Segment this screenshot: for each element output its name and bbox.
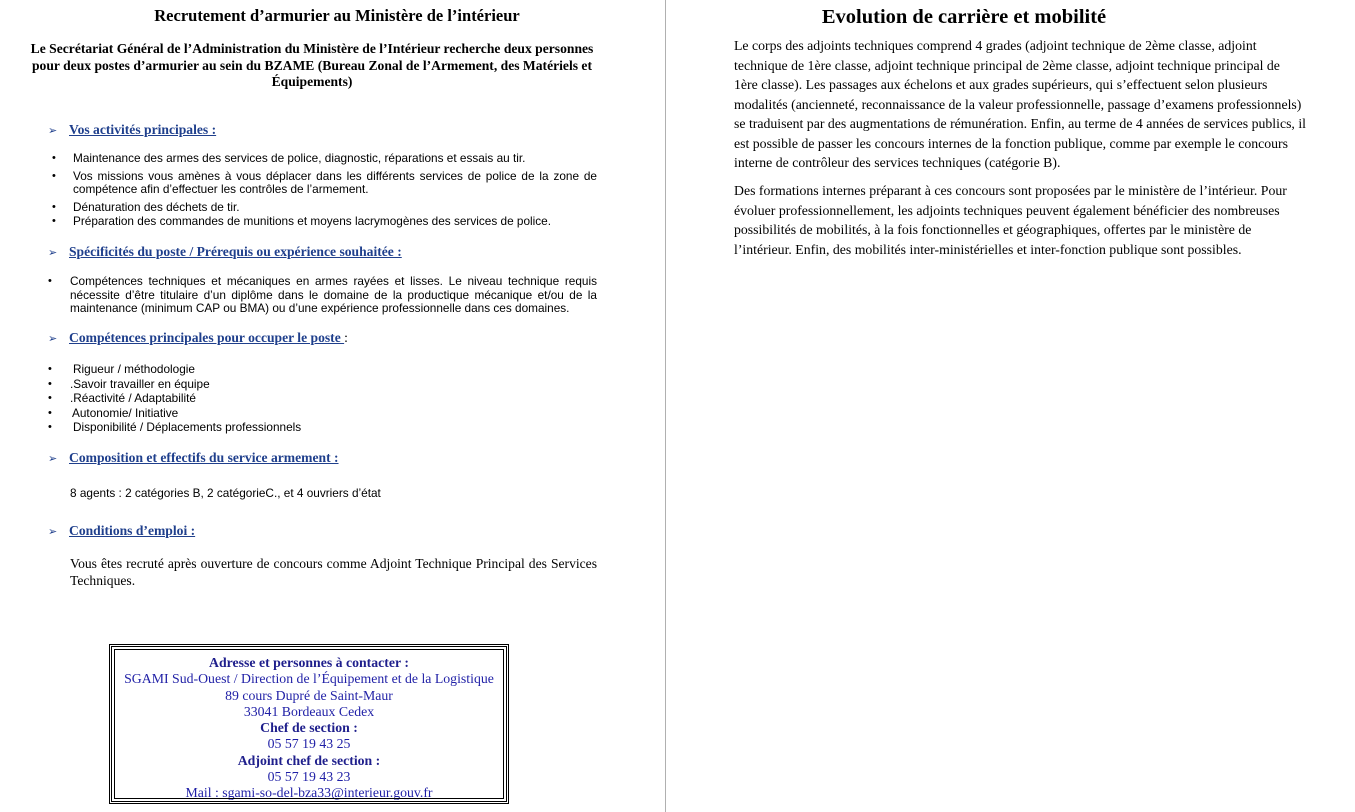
- list-item: • Maintenance des armes des services de police, diagnostic, réparations et essais au tir.: [52, 151, 526, 165]
- bullet-icon: •: [48, 363, 52, 375]
- chef-label: Chef de section :: [260, 720, 358, 736]
- contact-mail: Mail : sgami-so-del-bza33@interieur.gouv.fr: [185, 785, 433, 801]
- arrow-bullet-icon: ➢: [48, 246, 58, 259]
- specificites-list: [0, 275, 597, 316]
- bullet-icon: •: [48, 406, 52, 419]
- section-heading-composition: ➢ Composition et effectifs du service armement :: [48, 450, 339, 465]
- list-item: • .Savoir travailler en équipe: [48, 376, 210, 391]
- intro-paragraph: Le Secrétariat Général de l’Administration du Ministère de l’Intérieur recherche deux personnes pour deux postes d’armurier au sein du BZAME (Bureau Zonal de l’Armement, des Matériels et Équipements): [30, 41, 594, 89]
- list-item: • Autonomie/ Initiative: [48, 405, 179, 420]
- adjoint-label: Adjoint chef de section :: [237, 752, 381, 768]
- competences-list: [0, 362, 597, 435]
- list-item: • Dénaturation des déchets de tir.: [52, 199, 240, 214]
- bullet-icon: •: [48, 392, 52, 404]
- contact-heading: Adresse et personnes à contacter :: [209, 655, 409, 670]
- arrow-bullet-icon: ➢: [48, 525, 58, 538]
- section-heading-activites: ➢ Vos activités principales :: [48, 122, 217, 137]
- list-item: • Compétences techniques et mécaniques en armes rayées et lisses. Le niveau technique requis nécessite d’être titulaire d’un diplôme dans le domaine de la productique mécanique et/ou de la maintenance (minimum CAP ou BMA) ou d’une expérience professionnelle dans ces domaines.: [48, 274, 597, 316]
- arrow-bullet-icon: ➢: [48, 124, 58, 137]
- bullet-icon: •: [48, 275, 52, 287]
- contact-street: 89 cours Dupré de Saint-Maur: [225, 687, 393, 703]
- adjoint-phone: 05 57 19 43 23: [267, 769, 351, 785]
- bullet-icon: •: [52, 200, 56, 213]
- arrow-bullet-icon: ➢: [48, 332, 58, 345]
- section-heading-competences: ➢ Compétences principales pour occuper le poste :: [48, 330, 348, 345]
- list-item: • Disponibilité / Déplacements professionnels: [48, 420, 302, 434]
- job-offer-column: [0, 0, 664, 812]
- list-item: • Vos missions vous amènes à vous déplacer dans les différents services de police de la zone de compétence afin d’effectuer les contrôles de l’armement.: [52, 168, 597, 197]
- activites-list: [0, 152, 597, 229]
- list-item: • Préparation des commandes de munitions et moyens lacrymogènes des services de police.: [52, 214, 552, 229]
- contact-city: 33041 Bordeaux Cedex: [243, 703, 375, 719]
- conditions-text: Vous êtes recruté après ouverture de concours comme Adjoint Technique Principal des Services Techniques.: [70, 556, 597, 588]
- bullet-icon: •: [52, 152, 56, 164]
- section-heading-conditions: ➢ Conditions d’emploi :: [48, 523, 196, 538]
- column-divider: [665, 0, 666, 812]
- list-item: • .Réactivité / Adaptabilité: [48, 391, 196, 405]
- bullet-icon: •: [52, 169, 56, 182]
- contact-org: SGAMI Sud-Ouest / Direction de l’Équipement et de la Logistique: [124, 671, 494, 687]
- bullet-icon: •: [48, 421, 52, 433]
- contact-box: [109, 644, 509, 804]
- bullet-icon: •: [52, 215, 56, 228]
- career-paragraph-2: Des formations internes préparant à ces concours sont proposées par le ministère de l’intérieur. Pour évoluer professionnellement, les adjoints techniques peuvent également bénéficier des nombreuses possibilités de mobilités, à la fois fonctionnelles et géographiques, offertes par le ministère de l’intérieur. Enfin, des mobilités inter-ministérielles et inter-fonction publique sont possibles.: [734, 183, 1287, 257]
- career-title: Evolution de carrière et mobilité: [821, 6, 1107, 28]
- arrow-bullet-icon: ➢: [48, 452, 58, 465]
- section-heading-specificites: ➢ Spécificités du poste / Prérequis ou expérience souhaitée :: [48, 244, 402, 259]
- career-paragraph-1: Le corps des adjoints techniques comprend 4 grades (adjoint technique de 2ème classe, adjoint technique de 1ère classe, adjoint technique principal de 2ème classe, adjoint technique principal de 1ère classe). Les passages aux échelons et aux grades supérieurs, qui s’effectuent selon plusieurs modalités (ancienneté, reconnaissance de la valeur professionnelle, passage d’examens professionnels) se traduisent par des augmentations de rémunération. Enfin, au terme de 4 années de services publics, il est possible de passer les concours internes de la fonction publique, comme par exemple le concours interne de contrôleur des services techniques (catégorie B).: [734, 38, 1306, 170]
- page-title: Recrutement d’armurier au Ministère de l’intérieur: [154, 6, 520, 25]
- chef-phone: 05 57 19 43 25: [267, 736, 351, 752]
- composition-text: 8 agents : 2 catégories B, 2 catégorieC., et 4 ouvriers d’état: [70, 486, 381, 500]
- bullet-icon: •: [48, 377, 52, 390]
- list-item: • Rigueur / méthodologie: [48, 362, 195, 376]
